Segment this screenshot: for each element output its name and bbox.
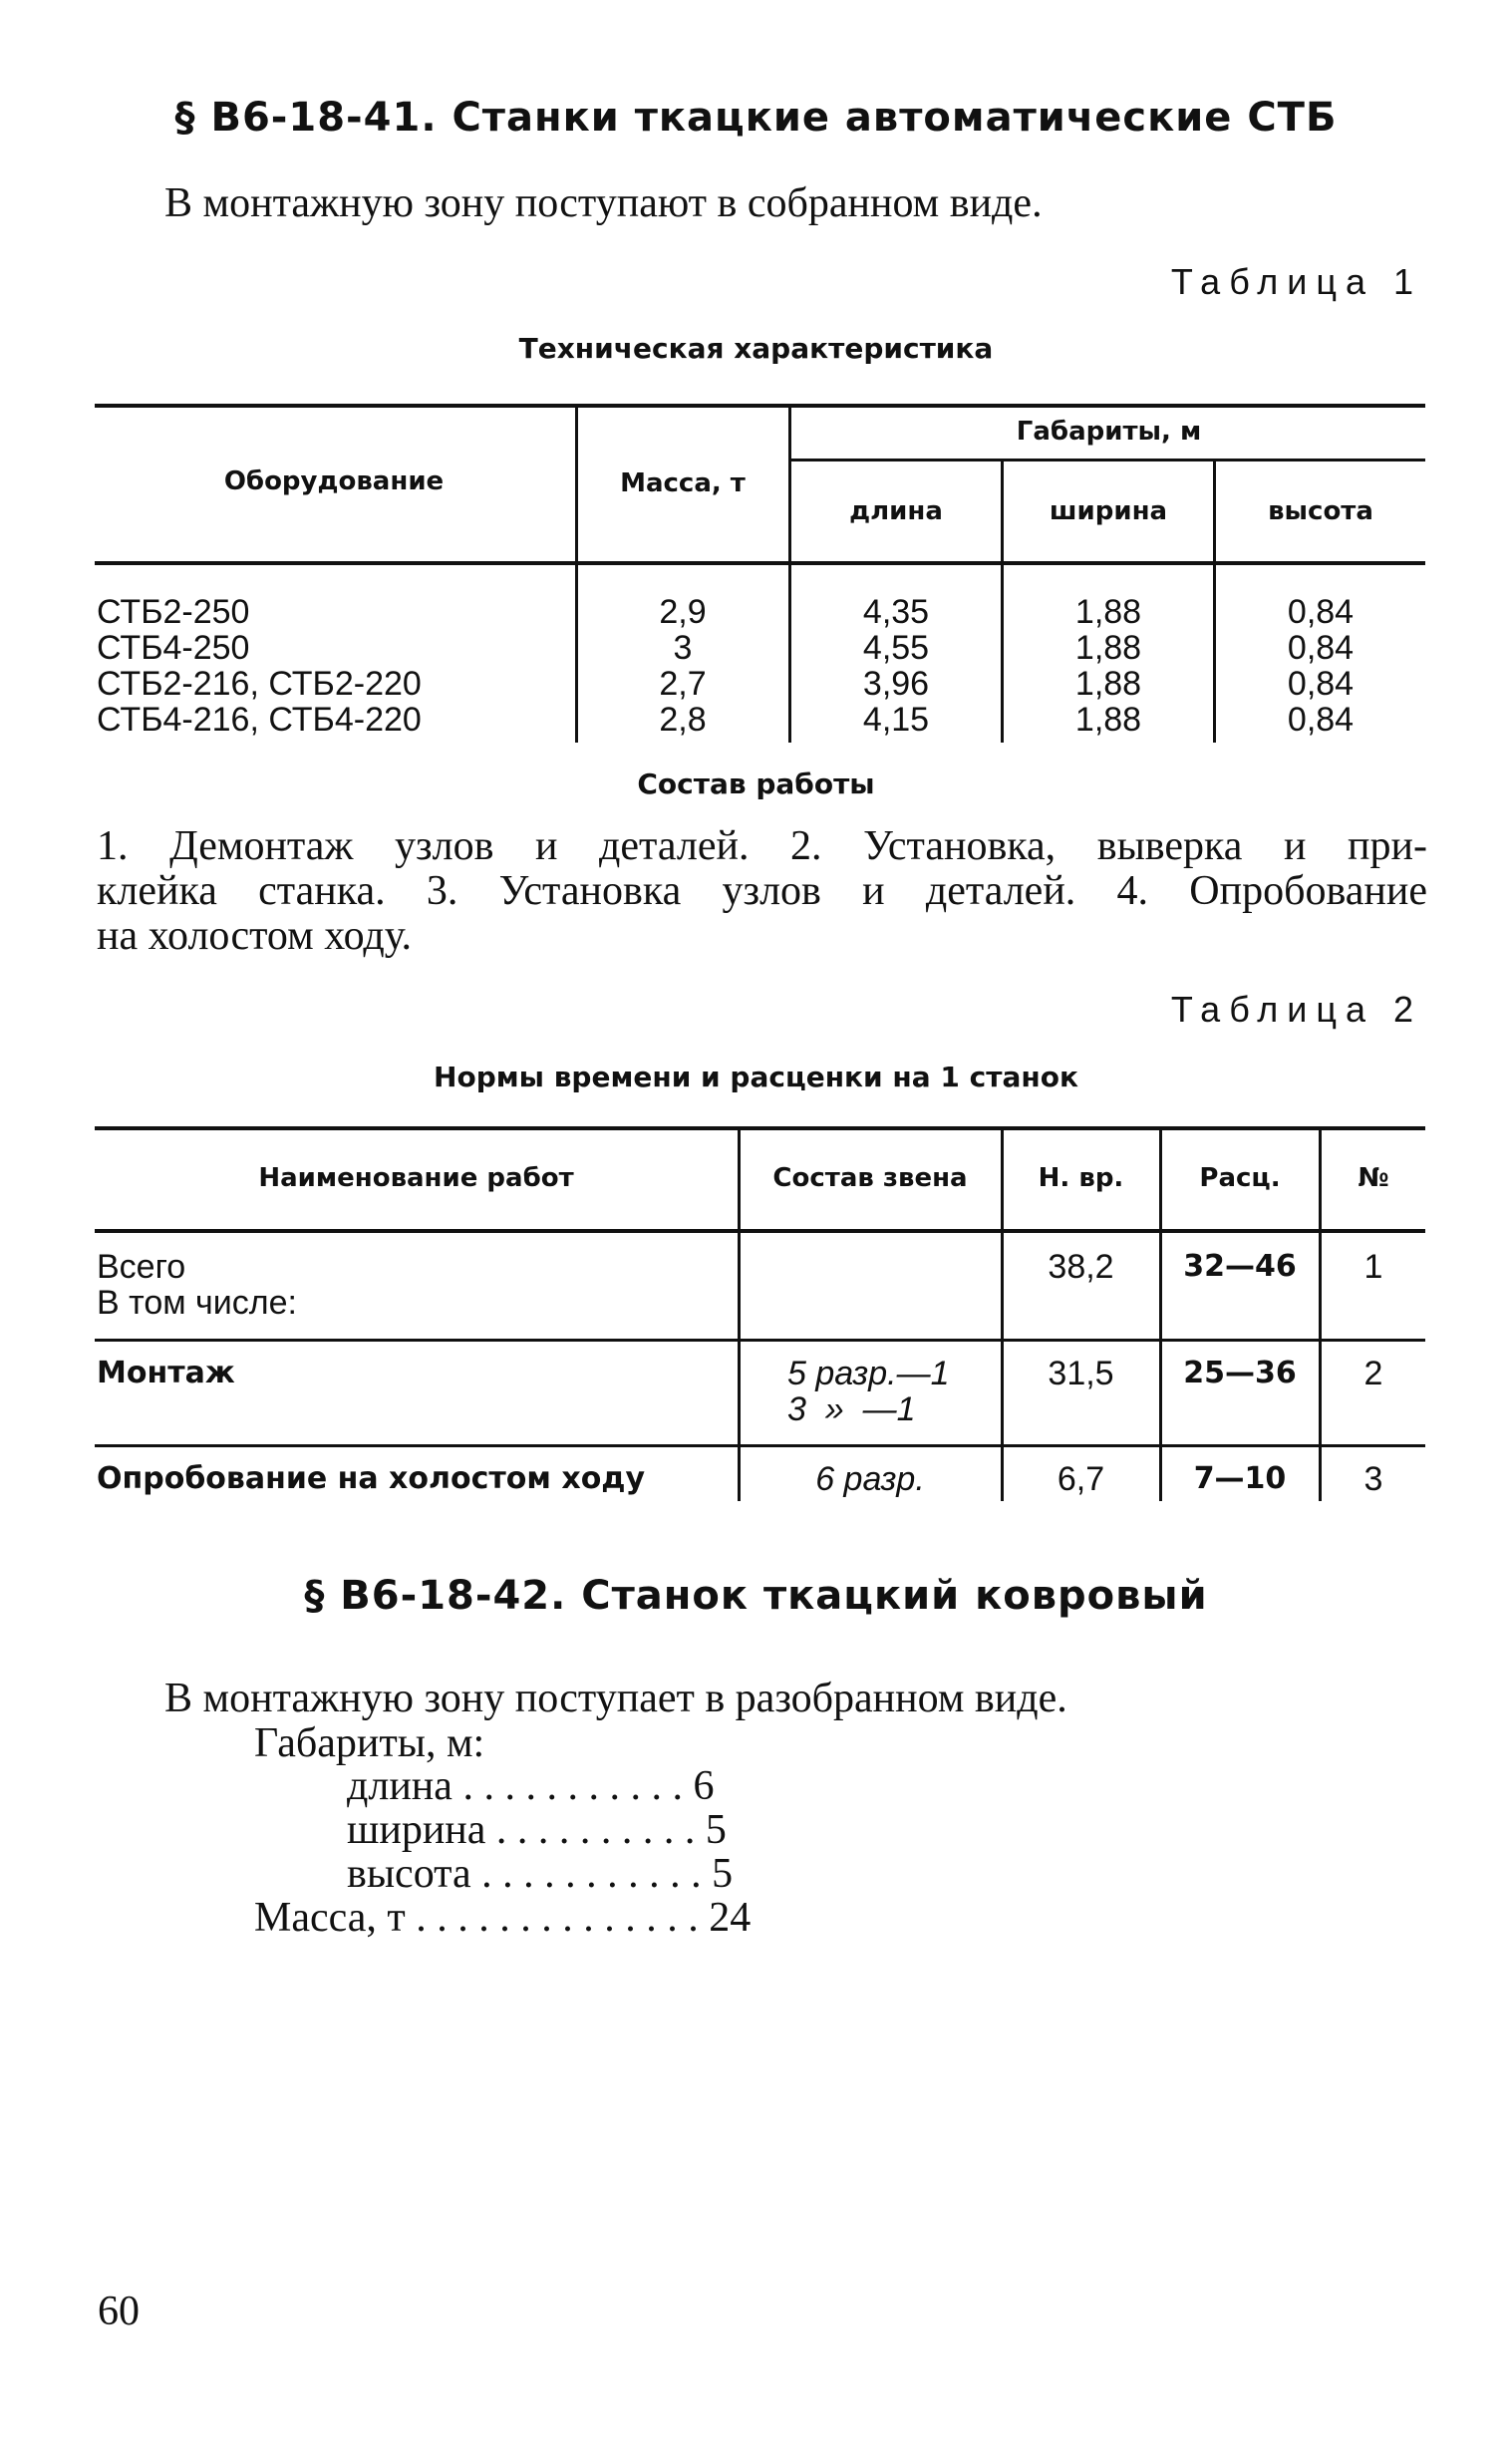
- table-1-cell: 0,84: [1287, 701, 1355, 739]
- table-2-cell: 32—46: [1183, 1249, 1297, 1284]
- table-1-cell: 4,55: [862, 629, 930, 667]
- table-2-cell: 25—36: [1183, 1356, 1297, 1390]
- dims-label: ширина: [347, 1807, 486, 1853]
- table-1-cell: СТБ2-250: [97, 593, 250, 631]
- table-1-header-length: длина: [849, 496, 943, 526]
- table-2-cell: 31,5: [1048, 1355, 1114, 1392]
- table-1-cell: СТБ4-250: [97, 629, 250, 667]
- table-1-cell: 1,88: [1074, 629, 1142, 667]
- table-2-header-name: Наименование работ: [258, 1163, 574, 1193]
- work-line: клейка станка. 3. Установка узлов и деталей. 4. Опробование: [97, 868, 1427, 914]
- table-1-cell: 1,88: [1074, 665, 1142, 703]
- table-2-cell: Всего: [97, 1248, 186, 1286]
- table-2-header-num: №: [1358, 1163, 1389, 1193]
- leader-dots: . . . . . . . . . . . . . .: [405, 1895, 710, 1941]
- table-2-cell: 1: [1363, 1248, 1383, 1286]
- table-1-cell: СТБ2-216, СТБ2-220: [97, 665, 422, 703]
- table-2-header-crew: Состав звена: [772, 1163, 968, 1193]
- mass-row: [254, 1896, 751, 1940]
- table-1-cell: СТБ4-216, СТБ4-220: [97, 701, 422, 739]
- table-1-cell: 3: [673, 629, 693, 667]
- table-2-cell: Монтаж: [97, 1356, 235, 1390]
- section-2-intro: В монтажную зону поступает в разобранном виде.: [164, 1676, 1067, 1721]
- table-2-cell: Опробование на холостом ходу: [97, 1461, 646, 1496]
- dims-label: высота: [347, 1851, 471, 1897]
- table-2-cell: 5 разр.—1: [787, 1355, 950, 1392]
- table-2-row-rule: [95, 1339, 1425, 1342]
- table-2-cell: В том числе:: [97, 1284, 297, 1322]
- table-2-header-norm: Н. вр.: [1038, 1163, 1124, 1193]
- page-number: 60: [98, 2289, 140, 2334]
- table-1-header-mass: Масса, т: [620, 468, 746, 498]
- table-2-top-rule: [95, 1126, 1425, 1130]
- section-1-intro: В монтажную зону поступают в собранном виде.: [164, 180, 1043, 226]
- dims-label: длина: [347, 1763, 453, 1809]
- leader-dots: . . . . . . . . . .: [485, 1807, 706, 1853]
- table-2-cell: 2: [1363, 1355, 1383, 1392]
- table-1-caption: Техническая характеристика: [518, 332, 994, 365]
- table-1-header-width: ширина: [1049, 496, 1168, 526]
- table-2-label: Таблица 2: [1170, 989, 1422, 1030]
- table-1-header-height: высота: [1268, 496, 1373, 526]
- table-1-label: Таблица 1: [1170, 261, 1422, 302]
- mass-label: Масса, т: [254, 1895, 406, 1941]
- table-2-cell: 7—10: [1193, 1461, 1287, 1496]
- table-2-header-rate: Расц.: [1199, 1163, 1281, 1193]
- table-2-cell: 6 разр.: [815, 1460, 925, 1498]
- table-1-cell: 2,9: [659, 593, 707, 631]
- table-1-cell: 3,96: [862, 665, 930, 703]
- table-1-top-rule: [95, 404, 1425, 408]
- section-2-title: § В6-18-42. Станок ткацкий ковровый: [304, 1573, 1208, 1619]
- table-2-row-rule: [95, 1444, 1425, 1447]
- dims-row-length: [347, 1764, 714, 1808]
- table-1-cell: 1,88: [1074, 701, 1142, 739]
- work-caption: Состав работы: [637, 767, 875, 800]
- section-1-title: § В6-18-41. Станки ткацкие автоматические СТБ: [174, 95, 1338, 141]
- table-2-caption: Нормы времени и расценки на 1 станок: [434, 1061, 1078, 1093]
- work-line: на холостом ходу.: [97, 913, 413, 959]
- work-line: 1. Демонтаж узлов и деталей. 2. Установка, выверка и при-: [97, 823, 1427, 869]
- table-1-cell: 0,84: [1287, 665, 1355, 703]
- dims-value: 5: [712, 1851, 734, 1897]
- table-1-cell: 0,84: [1287, 629, 1355, 667]
- table-1-cell: 0,84: [1287, 593, 1355, 631]
- table-2-cell: 3 » —1: [787, 1390, 916, 1428]
- table-1-cell: 4,15: [862, 701, 930, 739]
- table-2-cell: 38,2: [1048, 1248, 1114, 1286]
- table-1-header-equipment: Оборудование: [223, 466, 445, 496]
- table-2-head-rule: [95, 1229, 1425, 1233]
- table-1-cell: 2,7: [659, 665, 707, 703]
- table-1-header-dims: Габариты, м: [1016, 417, 1202, 447]
- dims-row-width: [347, 1808, 727, 1852]
- dims-value: 6: [693, 1763, 715, 1809]
- table-1-divider: [788, 404, 791, 743]
- table-1-dims-rule: [790, 459, 1425, 461]
- table-1-cell: 2,8: [659, 701, 707, 739]
- table-1-cell: 1,88: [1074, 593, 1142, 631]
- table-2-cell: 3: [1363, 1460, 1383, 1498]
- section-2-dims-label: Габариты, м:: [254, 1720, 485, 1766]
- dims-row-height: [347, 1852, 733, 1896]
- leader-dots: . . . . . . . . . . .: [452, 1763, 694, 1809]
- dims-value: 5: [705, 1807, 727, 1853]
- table-1-cell: 4,35: [862, 593, 930, 631]
- table-1-head-rule: [95, 561, 1425, 565]
- leader-dots: . . . . . . . . . . .: [470, 1851, 713, 1897]
- table-2-cell: 6,7: [1057, 1460, 1105, 1498]
- mass-value: 24: [709, 1895, 752, 1941]
